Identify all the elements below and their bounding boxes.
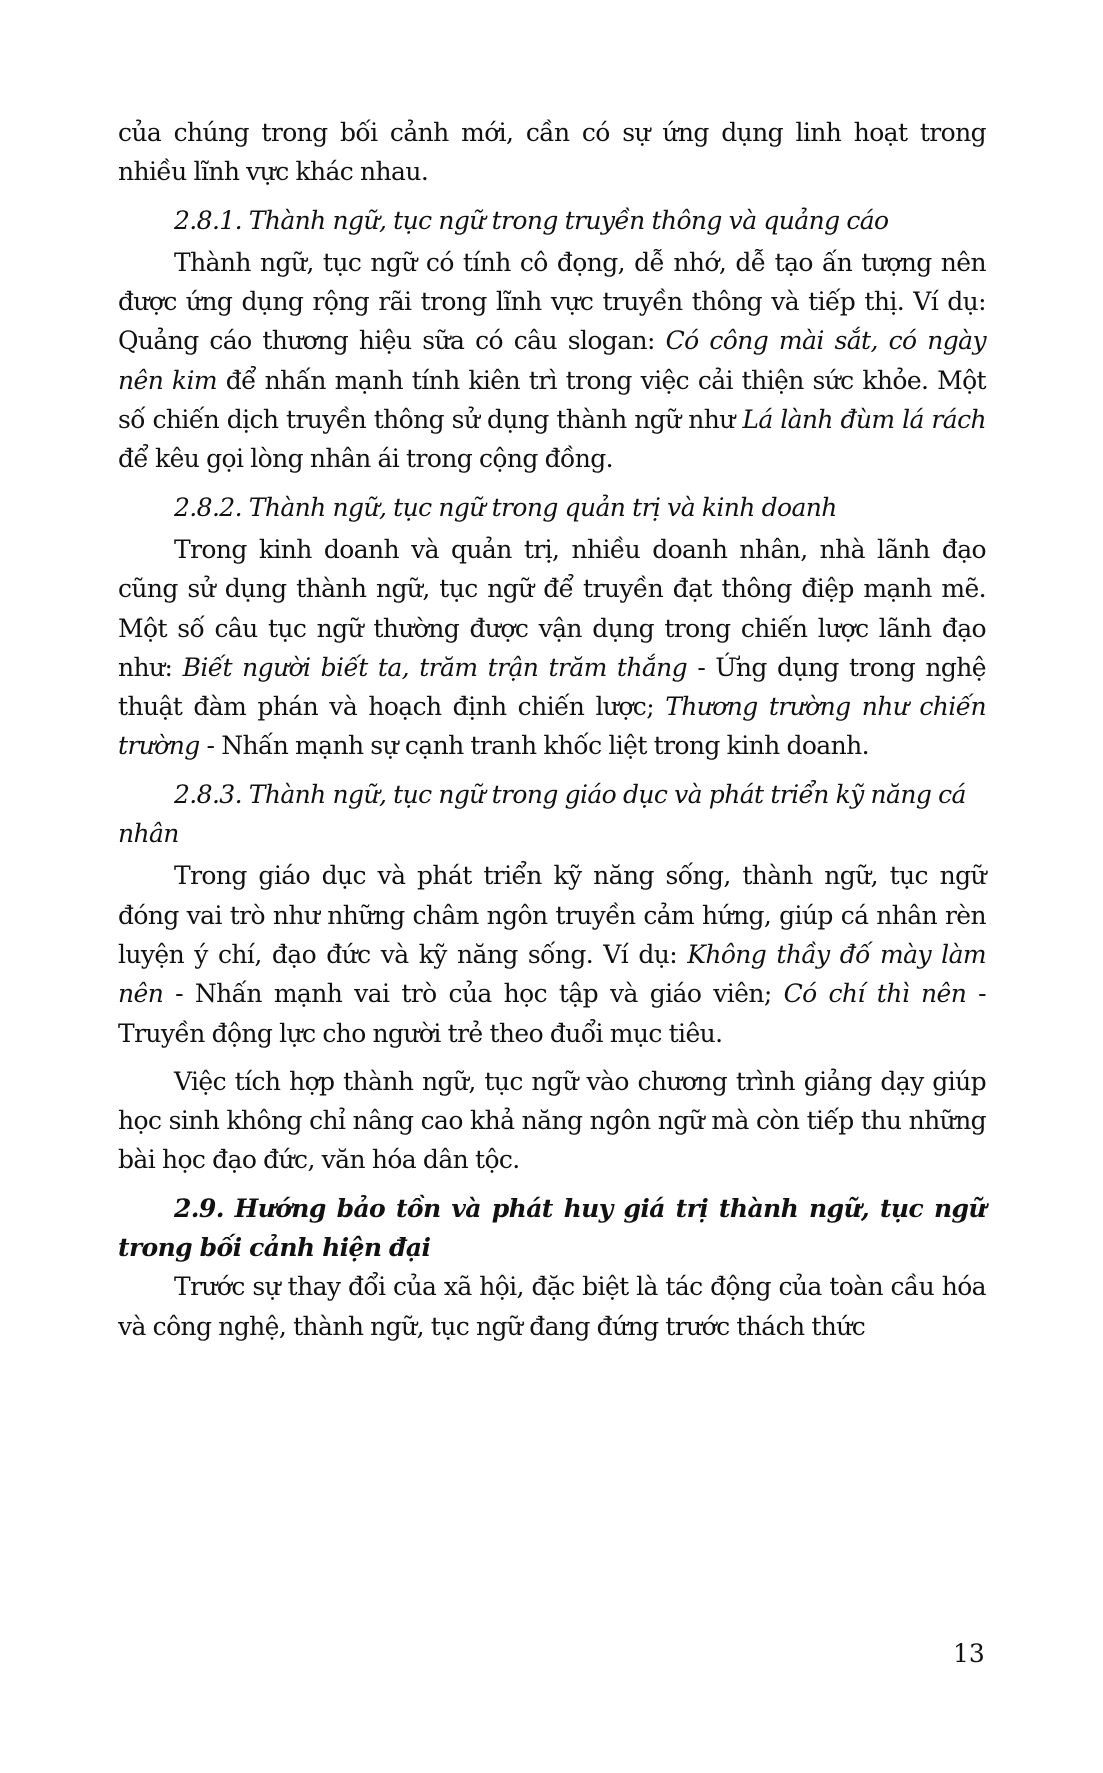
page-number: 13	[953, 1639, 985, 1668]
subheading-2-8-3: 2.8.3. Thành ngữ, tục ngữ trong giáo dục và phát triển kỹ năng cá nhân	[118, 779, 966, 849]
text-segment: Trong kinh doanh và quản trị, nhiều doanh nhân, nhà lãnh đạo cũng sử dụng thành ngữ, tục ngữ để truyền đạt thông điệp mạnh mẽ. Một số câu tục ngữ thường được vận dụng trong chiến lược lãnh đạo như:	[118, 534, 986, 682]
proverb-quote: Không thầy đố mày làm nên	[118, 939, 986, 1009]
paragraph-media-advertising	[118, 243, 986, 479]
text-segment: Trong giáo dục và phát triển kỹ năng sống, thành ngữ, tục ngữ đóng vai trò như những châm ngôn truyền cảm hứng, giúp cá nhân rèn luyện ý chí, đạo đức và kỹ năng sống. Ví dụ:	[118, 861, 986, 969]
proverb-quote: Thương trường như chiến trường	[118, 692, 986, 761]
proverb-quote: Có công mài sắt, có ngày nên kim	[118, 326, 986, 395]
text-segment: Thành ngữ, tục ngữ có tính cô đọng, dễ nhớ, dễ tạo ấn tượng nên được ứng dụng rộng rãi trong lĩnh vực truyền thông và tiếp thị. Ví dụ: Quảng cáo thương hiệu sữa có câu slogan:	[118, 247, 986, 356]
paragraph-continuation	[118, 113, 986, 192]
subheading-2-8-1: 2.8.1. Thành ngữ, tục ngữ trong truyền thông và quảng cáo	[174, 205, 889, 235]
paragraph-modern-context	[118, 1267, 986, 1346]
proverb-quote: Có chí thì nên	[783, 979, 967, 1009]
text-segment: Việc tích hợp thành ngữ, tục ngữ vào chương trình giảng dạy giúp học sinh không chỉ nâng cao khả năng ngôn ngữ mà còn tiếp thu những bài học đạo đức, văn hóa dân tộc.	[118, 1066, 986, 1175]
paragraph-curriculum-integration	[118, 1062, 986, 1180]
subheading-2-8-2: 2.8.2. Thành ngữ, tục ngữ trong quản trị và kinh doanh	[174, 492, 837, 522]
text-segment: - Nhấn mạnh sự cạnh tranh khốc liệt trong kinh doanh.	[199, 731, 869, 761]
proverb-quote: Lá lành đùm lá rách	[742, 405, 986, 435]
text-segment: để kêu gọi lòng nhân ái trong cộng đồng.	[118, 444, 613, 474]
text-segment: Trước sự thay đổi của xã hội, đặc biệt là tác động của toàn cầu hóa và công nghệ, thành ngữ, tục ngữ đang đứng trước thách thức	[118, 1272, 986, 1341]
text-segment: - Truyền động lực cho người trẻ theo đuổi mục tiêu.	[118, 979, 986, 1048]
text-segment: - Nhấn mạnh vai trò của học tập và giáo viên;	[163, 979, 784, 1009]
paragraph-education-skills	[118, 856, 986, 1052]
paragraph-business-management	[118, 530, 986, 766]
section-heading-2-9: 2.9. Hướng bảo tồn và phát huy giá trị thành ngữ, tục ngữ trong bối cảnh hiện đại	[118, 1193, 986, 1263]
text-segment: để nhấn mạnh tính kiên trì trong việc cải thiện sức khỏe. Một số chiến dịch truyền thông sử dụng thành ngữ như	[118, 365, 986, 435]
text-segment: - Ứng dụng trong nghệ thuật đàm phán và hoạch định chiến lược;	[118, 652, 986, 722]
proverb-quote: Biết người biết ta, trăm trận trăm thắng	[182, 652, 688, 682]
document-page	[118, 113, 986, 1346]
text-segment: của chúng trong bối cảnh mới, cần có sự ứng dụng linh hoạt trong nhiều lĩnh vực khác nhau.	[118, 118, 986, 187]
